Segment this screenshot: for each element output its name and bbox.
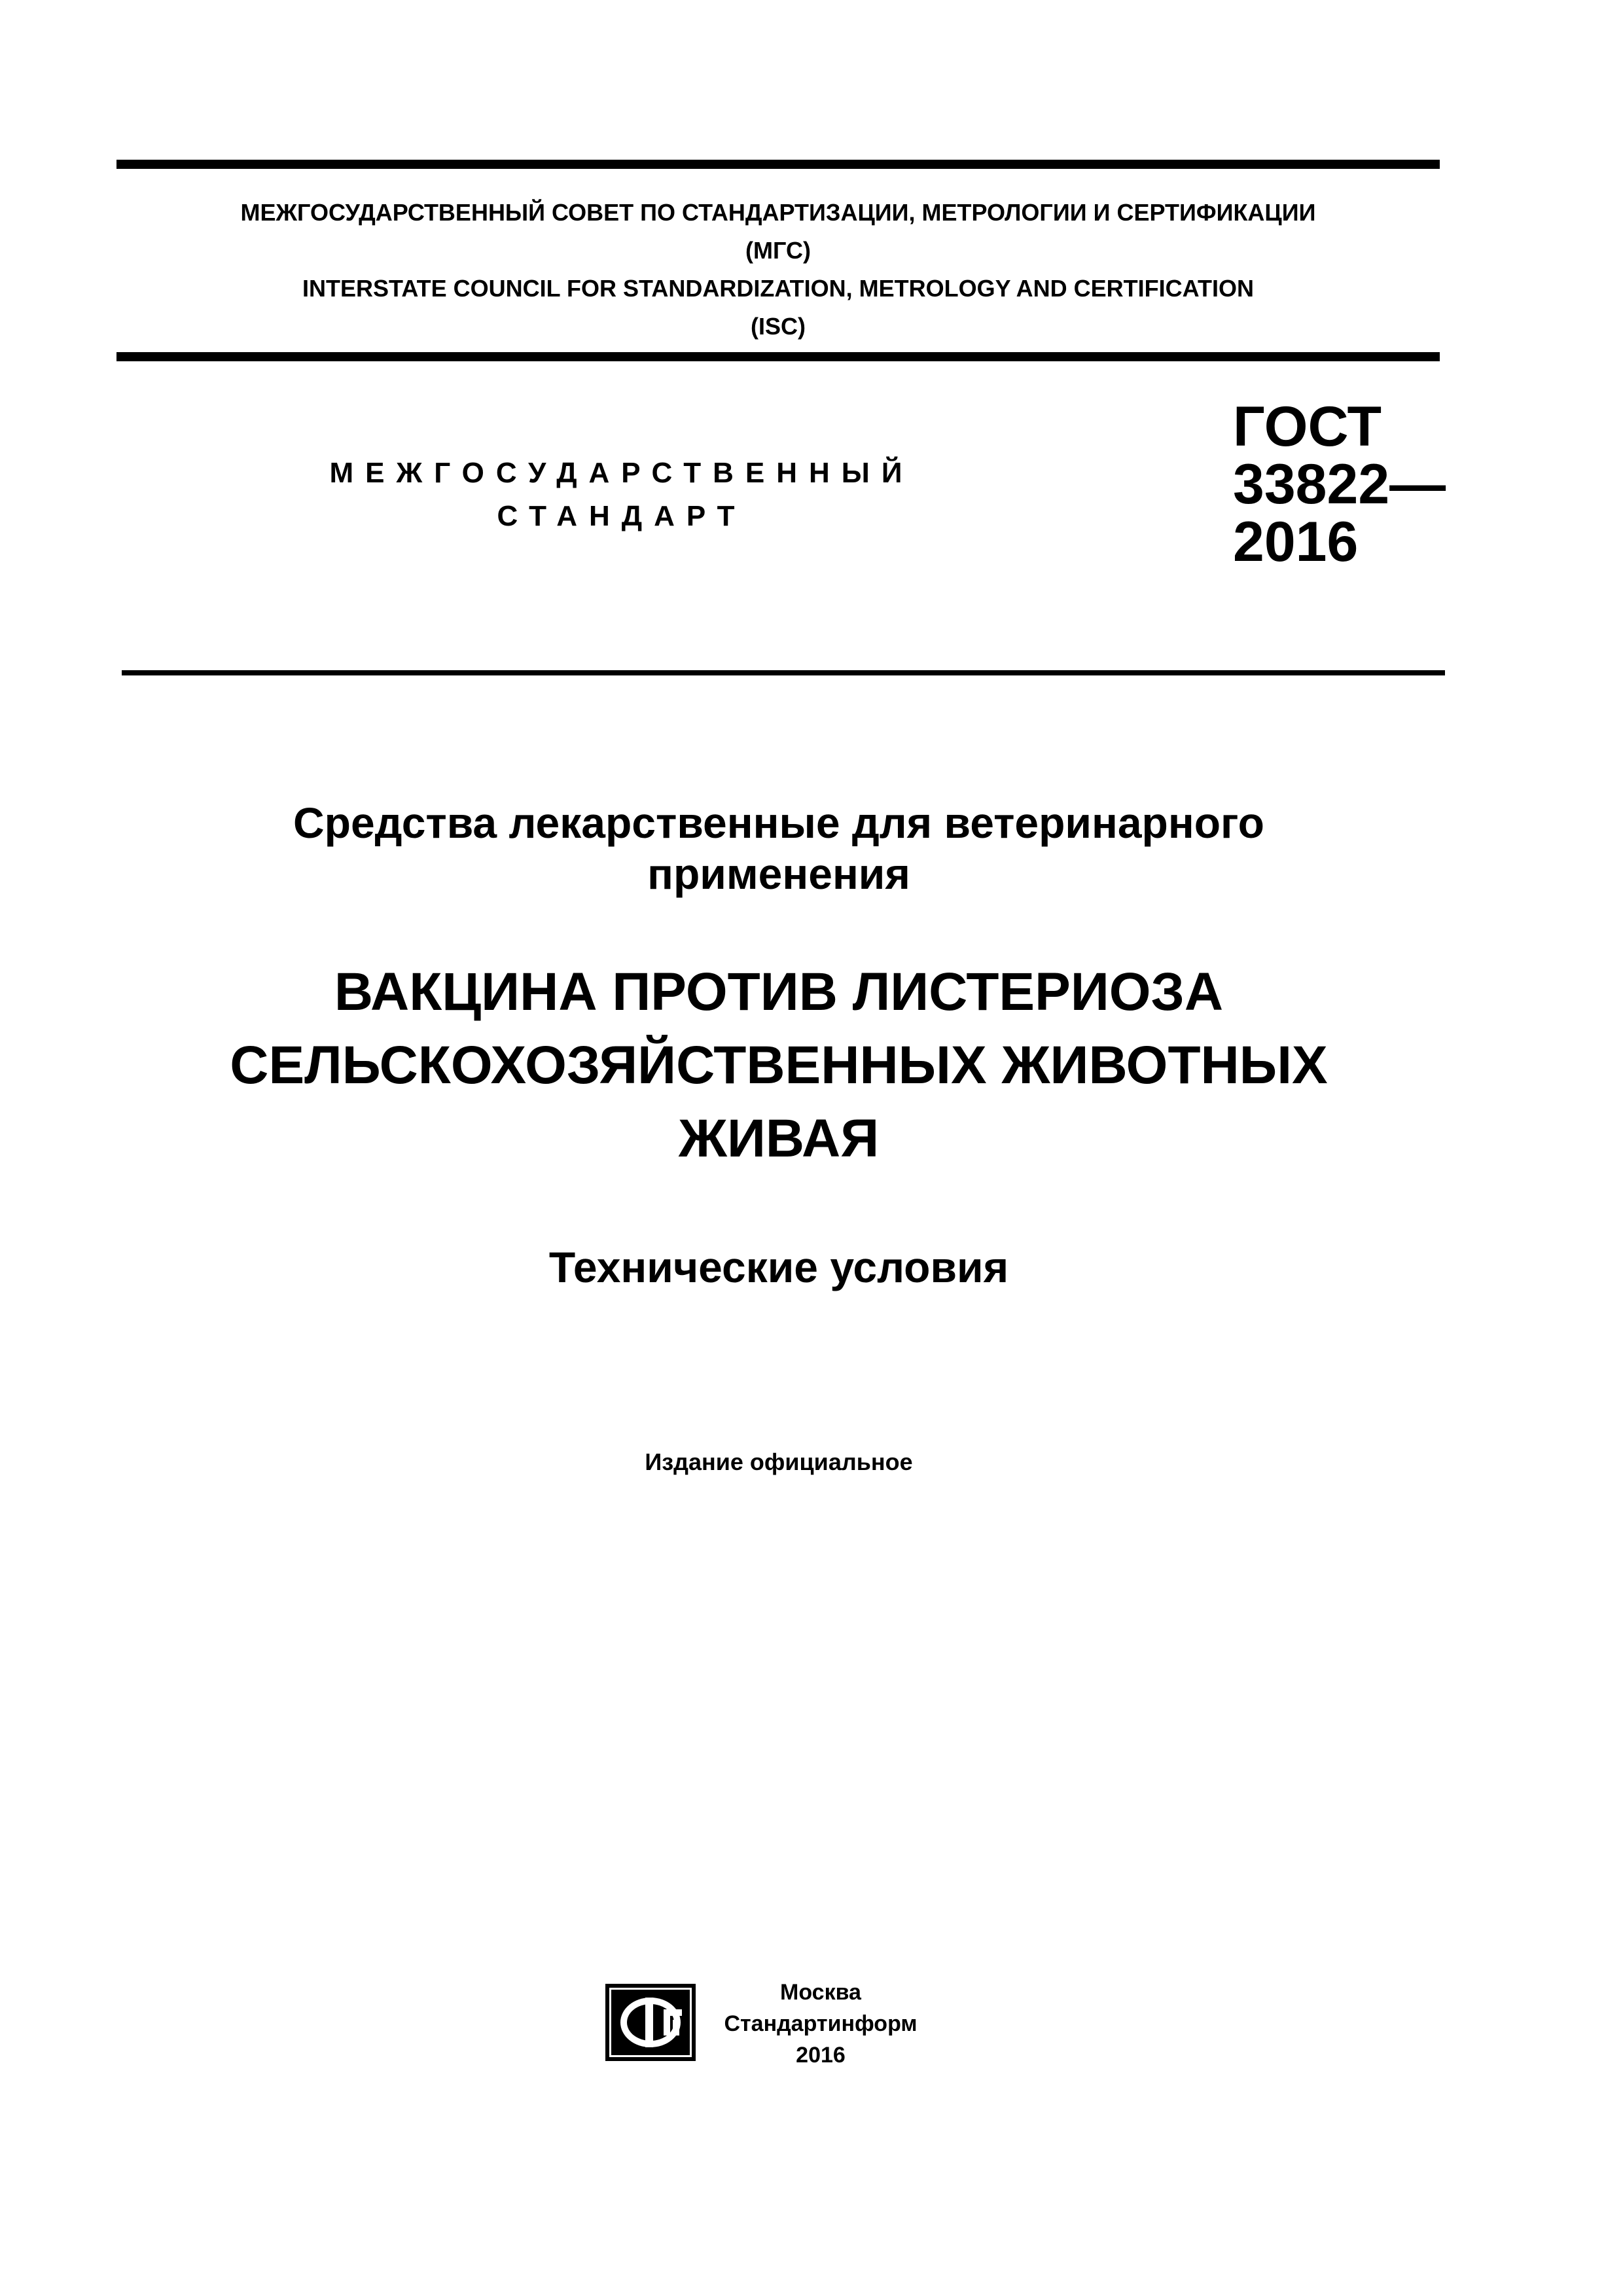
council-name-ru: МЕЖГОСУДАРСТВЕННЫЙ СОВЕТ ПО СТАНДАРТИЗАЦИИ, МЕТРОЛОГИИ И СЕРТИФИКАЦИИ: [240, 199, 1316, 226]
title-line3: ЖИВАЯ: [678, 1109, 880, 1168]
publisher-name: Стандартинформ: [724, 2011, 918, 2036]
bottom-rule: [122, 670, 1445, 675]
standard-code-line2: 33822—: [1233, 453, 1446, 516]
standard-type: [308, 452, 936, 538]
top-rule: [116, 160, 1440, 169]
standard-code-line1: ГОСТ: [1233, 395, 1382, 458]
middle-rule: [116, 352, 1440, 361]
publisher-block: [716, 1977, 925, 2071]
council-abbr-en: (ISC): [751, 313, 806, 340]
document-subtitle: [118, 797, 1440, 899]
standard-code-line3: 2016: [1233, 511, 1359, 573]
standard-type-line1: МЕЖГОСУДАРСТВЕННЫЙ: [329, 457, 914, 489]
edition-label: Издание официальное: [645, 1448, 913, 1475]
standard-type-line2: СТАНДАРТ: [497, 500, 747, 532]
publisher-year: 2016: [796, 2043, 846, 2068]
subtitle-line2: применения: [647, 850, 910, 898]
council-name-en: INTERSTATE COUNCIL FOR STANDARDIZATION, METROLOGY AND CERTIFICATION: [302, 275, 1254, 302]
document-title: [118, 956, 1440, 1175]
council-abbr-ru: (МГС): [745, 237, 811, 264]
council-header: [116, 194, 1440, 346]
title-line1: ВАКЦИНА ПРОТИВ ЛИСТЕРИОЗА: [334, 962, 1224, 1022]
standartinform-logo-icon: [605, 1983, 696, 2062]
title-line2: СЕЛЬСКОХОЗЯЙСТВЕННЫХ ЖИВОТНЫХ: [230, 1035, 1328, 1095]
publisher-city: Москва: [780, 1980, 861, 2005]
subtitle-line1: Средства лекарственные для ветеринарного: [293, 798, 1264, 847]
technical-conditions: Технические условия: [548, 1243, 1009, 1291]
standard-code: [1233, 395, 1446, 573]
